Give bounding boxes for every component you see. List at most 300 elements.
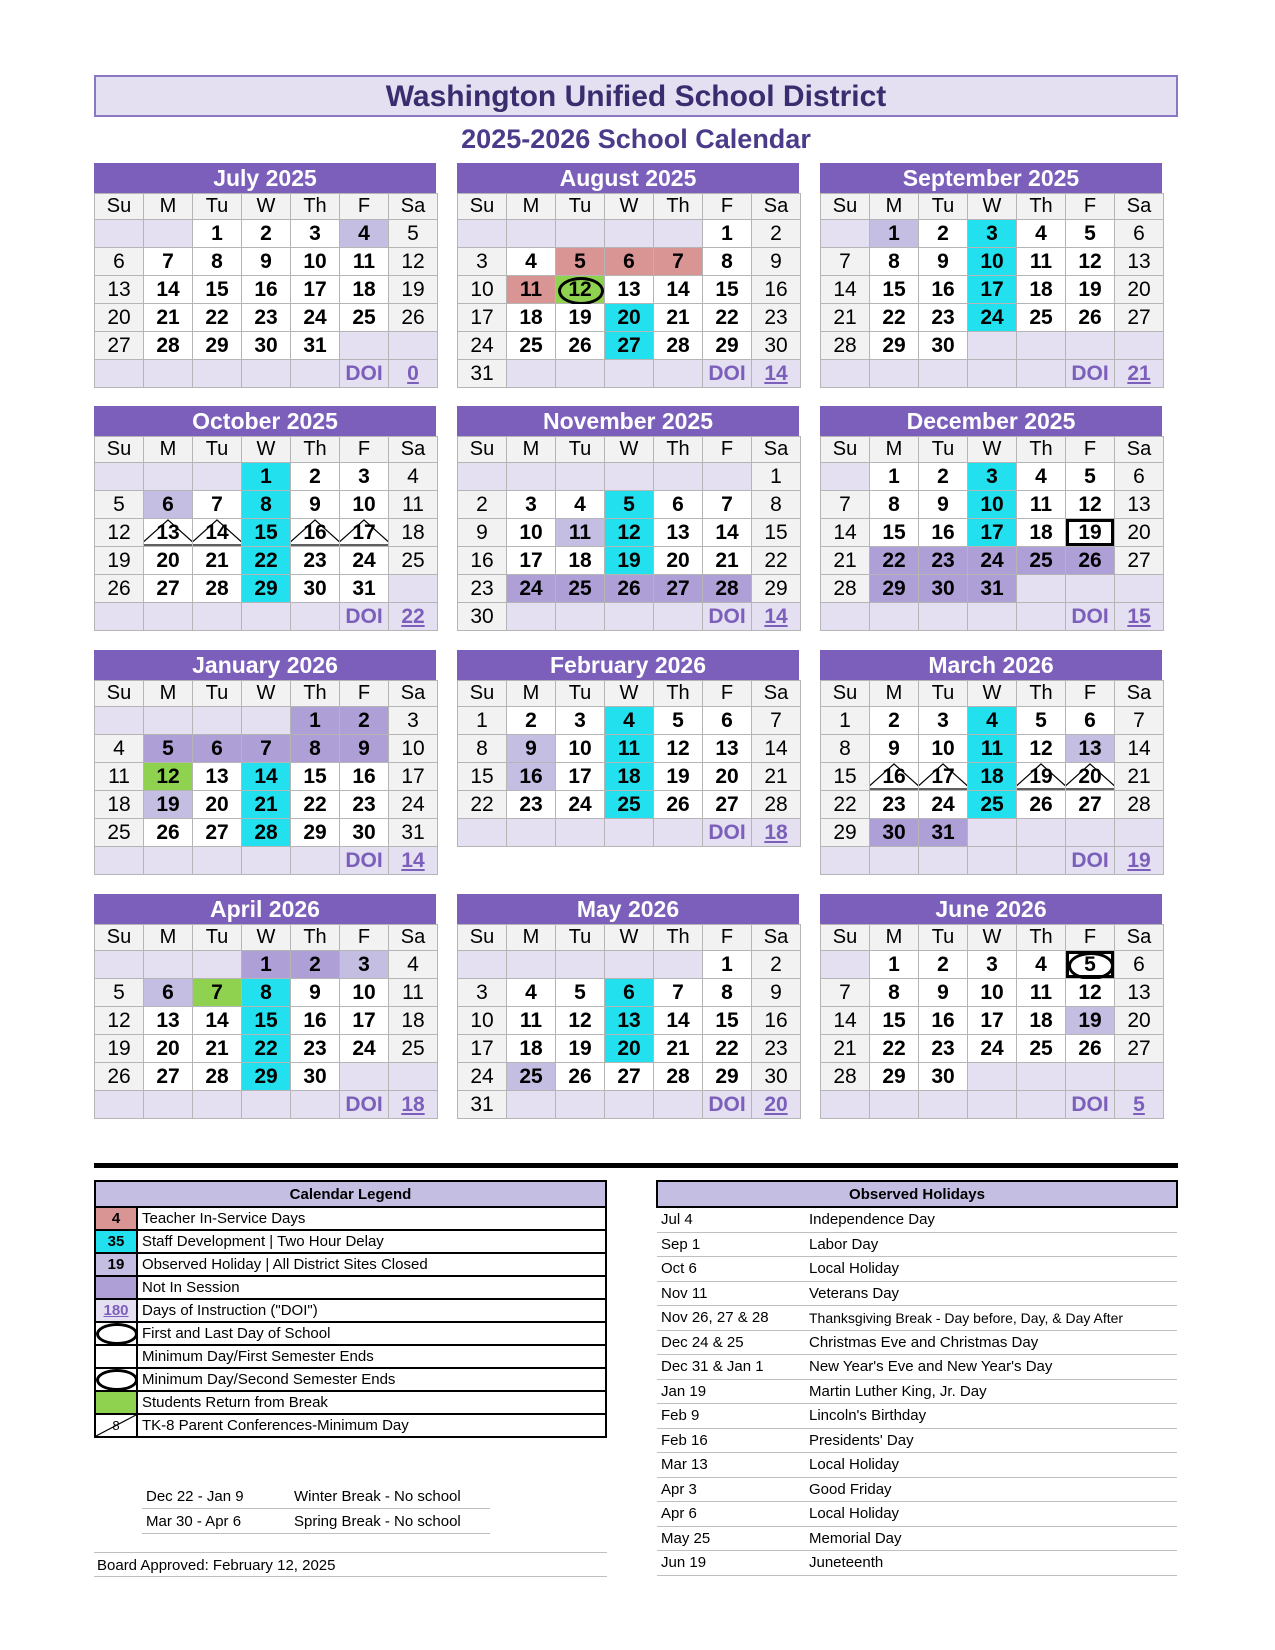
day-cell xyxy=(968,763,1017,791)
day-cell xyxy=(605,491,654,519)
day-cell xyxy=(242,220,291,248)
day-number: 14 xyxy=(833,1008,857,1032)
day-number: 1 xyxy=(211,221,223,245)
month-title: December 2025 xyxy=(820,406,1162,436)
day-number: 4 xyxy=(1035,221,1047,245)
day-number: 3 xyxy=(407,708,419,732)
day-cell xyxy=(242,1007,291,1035)
day-number: 23 xyxy=(764,1036,788,1060)
day-cell xyxy=(821,763,870,791)
doi-count: 21 xyxy=(1115,360,1164,388)
day-number: 29 xyxy=(764,576,788,600)
holiday-date: Sep 1 xyxy=(657,1232,805,1257)
day-cell xyxy=(968,547,1017,575)
doi-count: 18 xyxy=(389,1091,438,1119)
day-number: 31 xyxy=(980,576,1004,600)
empty-cell xyxy=(242,707,291,735)
day-cell xyxy=(556,491,605,519)
day-cell xyxy=(389,463,438,491)
day-cell xyxy=(291,276,340,304)
weekday-header: M xyxy=(507,925,556,951)
day-number: 4 xyxy=(358,221,370,245)
day-cell xyxy=(1017,951,1066,979)
day-cell xyxy=(752,304,801,332)
holiday-row xyxy=(657,1551,1177,1576)
day-number: 5 xyxy=(1084,464,1096,488)
day-number: 2 xyxy=(770,221,782,245)
day-cell xyxy=(1115,707,1164,735)
day-number: 23 xyxy=(303,548,327,572)
weekday-header: M xyxy=(870,437,919,463)
break-row xyxy=(142,1484,490,1509)
empty-cell xyxy=(870,1091,919,1119)
day-cell xyxy=(507,979,556,1007)
day-cell xyxy=(821,735,870,763)
day-number: 30 xyxy=(764,1064,788,1088)
day-cell xyxy=(605,979,654,1007)
day-number: 14 xyxy=(205,1008,229,1032)
day-number: 22 xyxy=(254,548,278,572)
day-number: 14 xyxy=(764,736,788,760)
holiday-row xyxy=(657,1355,1177,1380)
day-cell xyxy=(1115,1035,1164,1063)
day-number: 10 xyxy=(401,736,425,760)
day-number: 26 xyxy=(568,333,592,357)
day-number: 26 xyxy=(107,1064,131,1088)
day-number: 18 xyxy=(401,1008,425,1032)
day-number: 3 xyxy=(986,952,998,976)
month-title: November 2025 xyxy=(457,406,799,436)
day-number: 10 xyxy=(470,277,494,301)
day-cell xyxy=(193,1035,242,1063)
day-cell xyxy=(144,491,193,519)
ring-icon xyxy=(96,1323,138,1345)
day-number: 8 xyxy=(260,492,272,516)
day-cell xyxy=(752,332,801,360)
day-cell xyxy=(968,463,1017,491)
holiday-name: Christmas Eve and Christmas Day xyxy=(805,1330,1177,1355)
weekday-header: Su xyxy=(95,194,144,220)
day-number: 15 xyxy=(470,764,494,788)
day-cell xyxy=(870,519,919,547)
day-number: 7 xyxy=(260,736,272,760)
day-number: 21 xyxy=(156,305,180,329)
weekday-header: Tu xyxy=(193,925,242,951)
day-number: 15 xyxy=(715,277,739,301)
day-cell xyxy=(870,248,919,276)
weekday-header: Su xyxy=(95,681,144,707)
empty-cell xyxy=(605,1091,654,1119)
day-cell xyxy=(1017,519,1066,547)
day-cell xyxy=(556,735,605,763)
day-number: 21 xyxy=(715,548,739,572)
legend-row xyxy=(95,1299,606,1322)
day-number: 18 xyxy=(1029,1008,1053,1032)
day-cell xyxy=(870,1007,919,1035)
day-cell xyxy=(340,276,389,304)
weekday-header: Tu xyxy=(193,681,242,707)
day-cell xyxy=(605,304,654,332)
day-cell xyxy=(870,979,919,1007)
day-number: 17 xyxy=(303,277,327,301)
day-number: 4 xyxy=(407,464,419,488)
empty-cell xyxy=(1017,1091,1066,1119)
day-cell xyxy=(389,547,438,575)
day-number: 21 xyxy=(1127,764,1151,788)
day-number: 27 xyxy=(1127,548,1151,572)
day-cell xyxy=(870,819,919,847)
day-cell xyxy=(556,276,605,304)
holiday-name: Presidents' Day xyxy=(805,1428,1177,1453)
day-number: 7 xyxy=(839,980,851,1004)
empty-cell xyxy=(291,1091,340,1119)
day-cell xyxy=(507,763,556,791)
day-cell xyxy=(242,1035,291,1063)
day-cell xyxy=(1066,519,1115,547)
holiday-date: Mar 13 xyxy=(657,1453,805,1478)
day-cell xyxy=(340,1035,389,1063)
calendar-legend xyxy=(94,1180,607,1438)
day-cell xyxy=(291,819,340,847)
day-cell xyxy=(605,547,654,575)
day-number: 24 xyxy=(401,792,425,816)
day-cell xyxy=(507,547,556,575)
day-cell xyxy=(703,979,752,1007)
day-number: 2 xyxy=(770,952,782,976)
empty-cell xyxy=(919,360,968,388)
day-number: 25 xyxy=(352,305,376,329)
day-number: 31 xyxy=(352,576,376,600)
day-number: 8 xyxy=(770,492,782,516)
day-cell xyxy=(821,819,870,847)
day-number: 8 xyxy=(888,249,900,273)
day-cell xyxy=(340,979,389,1007)
day-cell xyxy=(919,519,968,547)
day-cell xyxy=(919,220,968,248)
day-cell xyxy=(291,1063,340,1091)
day-number: 16 xyxy=(352,764,376,788)
day-number: 26 xyxy=(1029,792,1053,816)
day-number: 3 xyxy=(986,464,998,488)
day-cell xyxy=(291,1007,340,1035)
empty-cell xyxy=(458,220,507,248)
district-title: Washington Unified School District xyxy=(94,75,1178,117)
day-number: 13 xyxy=(617,1008,641,1032)
day-cell xyxy=(507,1035,556,1063)
day-cell xyxy=(242,979,291,1007)
day-number: 10 xyxy=(470,1008,494,1032)
weekday-header: F xyxy=(703,925,752,951)
day-number: 29 xyxy=(205,333,229,357)
day-cell xyxy=(389,491,438,519)
day-cell xyxy=(242,735,291,763)
day-cell xyxy=(1066,220,1115,248)
day-number: 10 xyxy=(303,249,327,273)
day-number: 29 xyxy=(882,1064,906,1088)
day-number: 19 xyxy=(107,1036,131,1060)
weekday-header: M xyxy=(144,194,193,220)
day-number: 31 xyxy=(303,333,327,357)
day-number: 18 xyxy=(568,548,592,572)
day-number: 24 xyxy=(980,305,1004,329)
day-cell xyxy=(1115,519,1164,547)
holiday-name: Local Holiday xyxy=(805,1502,1177,1527)
day-cell xyxy=(821,1007,870,1035)
day-number: 6 xyxy=(721,708,733,732)
day-cell xyxy=(968,220,1017,248)
day-cell xyxy=(291,463,340,491)
day-number: 28 xyxy=(666,1064,690,1088)
day-number: 28 xyxy=(833,333,857,357)
day-number: 15 xyxy=(882,1008,906,1032)
empty-cell xyxy=(605,220,654,248)
day-cell xyxy=(95,763,144,791)
day-cell xyxy=(821,547,870,575)
day-cell xyxy=(703,304,752,332)
day-number: 6 xyxy=(672,492,684,516)
day-cell xyxy=(340,1007,389,1035)
day-cell xyxy=(193,735,242,763)
day-cell xyxy=(703,763,752,791)
day-number: 27 xyxy=(156,576,180,600)
breaks-table xyxy=(142,1484,490,1534)
holiday-date: Apr 3 xyxy=(657,1477,805,1502)
day-cell xyxy=(968,951,1017,979)
empty-cell xyxy=(193,951,242,979)
legend-label: Staff Development | Two Hour Delay xyxy=(137,1230,606,1253)
holiday-row xyxy=(657,1502,1177,1527)
day-cell xyxy=(193,979,242,1007)
day-number: 4 xyxy=(113,736,125,760)
day-number: 6 xyxy=(113,249,125,273)
day-cell xyxy=(242,763,291,791)
day-cell xyxy=(1066,707,1115,735)
legend-label: Students Return from Break xyxy=(137,1391,606,1414)
day-cell xyxy=(556,519,605,547)
day-number: 17 xyxy=(931,764,955,788)
empty-cell xyxy=(193,360,242,388)
day-number: 27 xyxy=(156,1064,180,1088)
day-number: 1 xyxy=(839,708,851,732)
weekday-header: Su xyxy=(95,437,144,463)
day-cell xyxy=(507,248,556,276)
weekday-header: M xyxy=(144,681,193,707)
day-number: 19 xyxy=(107,548,131,572)
day-number: 26 xyxy=(156,820,180,844)
empty-cell xyxy=(654,360,703,388)
day-number: 24 xyxy=(352,1036,376,1060)
empty-cell xyxy=(1017,819,1066,847)
weekday-header: Su xyxy=(821,681,870,707)
empty-cell xyxy=(507,220,556,248)
day-cell xyxy=(1115,1007,1164,1035)
day-number: 27 xyxy=(1127,305,1151,329)
day-cell xyxy=(144,332,193,360)
day-number: 16 xyxy=(764,277,788,301)
day-number: 23 xyxy=(882,792,906,816)
day-cell xyxy=(458,1007,507,1035)
day-number: 23 xyxy=(303,1036,327,1060)
day-cell xyxy=(654,519,703,547)
day-number: 21 xyxy=(833,305,857,329)
holiday-row xyxy=(657,1453,1177,1478)
empty-cell xyxy=(654,463,703,491)
day-cell xyxy=(144,819,193,847)
day-number: 1 xyxy=(770,464,782,488)
legend-row xyxy=(95,1391,606,1414)
day-cell xyxy=(654,248,703,276)
day-cell xyxy=(870,220,919,248)
weekday-header: Su xyxy=(458,194,507,220)
day-number: 14 xyxy=(666,277,690,301)
empty-cell xyxy=(507,360,556,388)
day-cell xyxy=(458,360,507,388)
day-cell xyxy=(1017,276,1066,304)
day-cell xyxy=(752,248,801,276)
day-number: 1 xyxy=(721,221,733,245)
day-cell xyxy=(703,519,752,547)
legend-row xyxy=(95,1368,606,1391)
empty-cell xyxy=(193,1091,242,1119)
empty-cell xyxy=(242,847,291,875)
empty-cell xyxy=(507,819,556,847)
day-number: 28 xyxy=(764,792,788,816)
holiday-name: Independence Day xyxy=(805,1207,1177,1232)
day-number: 9 xyxy=(770,980,782,1004)
day-cell xyxy=(291,951,340,979)
day-cell xyxy=(870,707,919,735)
day-number: 3 xyxy=(525,492,537,516)
day-cell xyxy=(654,1035,703,1063)
day-number: 13 xyxy=(156,520,180,544)
day-number: 16 xyxy=(931,520,955,544)
day-number: 9 xyxy=(888,736,900,760)
legend-row xyxy=(95,1230,606,1253)
empty-cell xyxy=(1017,575,1066,603)
holiday-row xyxy=(657,1477,1177,1502)
day-cell xyxy=(870,332,919,360)
empty-cell xyxy=(193,707,242,735)
day-cell xyxy=(605,248,654,276)
empty-cell xyxy=(458,951,507,979)
doi-label: DOI xyxy=(703,1091,752,1119)
day-number: 19 xyxy=(617,548,641,572)
holiday-date: Feb 9 xyxy=(657,1404,805,1429)
day-number: 1 xyxy=(260,952,272,976)
weekday-header: Su xyxy=(458,681,507,707)
day-number: 9 xyxy=(309,492,321,516)
day-number: 18 xyxy=(107,792,131,816)
day-cell xyxy=(919,1035,968,1063)
empty-cell xyxy=(1115,575,1164,603)
day-number: 22 xyxy=(833,792,857,816)
day-cell xyxy=(1066,1007,1115,1035)
day-cell xyxy=(144,763,193,791)
day-number: 31 xyxy=(470,361,494,385)
weekday-header: Th xyxy=(291,194,340,220)
day-number: 5 xyxy=(1035,708,1047,732)
break-label: Winter Break - No school xyxy=(290,1484,490,1509)
day-cell xyxy=(340,819,389,847)
day-cell xyxy=(291,791,340,819)
empty-cell xyxy=(605,463,654,491)
day-cell xyxy=(1066,763,1115,791)
empty-cell xyxy=(968,847,1017,875)
weekday-header: F xyxy=(340,194,389,220)
break-dates: Mar 30 - Apr 6 xyxy=(142,1509,290,1534)
day-number: 2 xyxy=(525,708,537,732)
day-cell xyxy=(389,519,438,547)
weekday-header: Sa xyxy=(752,681,801,707)
weekday-header: Su xyxy=(95,925,144,951)
day-number: 26 xyxy=(1078,305,1102,329)
day-cell xyxy=(458,519,507,547)
day-number: 11 xyxy=(519,1008,543,1032)
day-number: 9 xyxy=(770,249,782,273)
doi-label: DOI xyxy=(703,360,752,388)
day-cell xyxy=(605,276,654,304)
day-cell xyxy=(1066,463,1115,491)
day-number: 5 xyxy=(407,221,419,245)
section-divider xyxy=(94,1163,1178,1168)
day-cell xyxy=(95,276,144,304)
empty-cell xyxy=(968,1063,1017,1091)
day-cell xyxy=(654,1063,703,1091)
weekday-header: Th xyxy=(654,925,703,951)
day-cell xyxy=(144,547,193,575)
day-cell xyxy=(193,491,242,519)
legend-row xyxy=(95,1345,606,1368)
day-number: 8 xyxy=(888,980,900,1004)
empty-cell xyxy=(605,819,654,847)
weekday-header: Su xyxy=(821,194,870,220)
day-cell xyxy=(340,735,389,763)
day-number: 26 xyxy=(1078,1036,1102,1060)
day-number: 5 xyxy=(113,980,125,1004)
day-cell xyxy=(968,248,1017,276)
weekday-header: M xyxy=(507,681,556,707)
day-number: 30 xyxy=(764,333,788,357)
day-cell xyxy=(1017,220,1066,248)
day-cell xyxy=(389,248,438,276)
holiday-row xyxy=(657,1404,1177,1429)
month-title: January 2026 xyxy=(94,650,436,680)
day-number: 6 xyxy=(1133,952,1145,976)
day-cell xyxy=(389,1035,438,1063)
day-number: 20 xyxy=(107,305,131,329)
day-number: 25 xyxy=(617,792,641,816)
day-cell xyxy=(821,491,870,519)
weekday-header: Tu xyxy=(556,194,605,220)
legend-swatch xyxy=(95,1230,137,1253)
day-cell xyxy=(556,1007,605,1035)
day-number: 8 xyxy=(721,249,733,273)
day-cell xyxy=(340,763,389,791)
day-number: 27 xyxy=(205,820,229,844)
day-number: 24 xyxy=(931,792,955,816)
day-cell xyxy=(458,735,507,763)
day-cell xyxy=(968,276,1017,304)
weekday-header: Sa xyxy=(389,681,438,707)
day-cell xyxy=(507,735,556,763)
weekday-header: F xyxy=(340,925,389,951)
day-number: 16 xyxy=(303,1008,327,1032)
day-number: 21 xyxy=(205,1036,229,1060)
day-cell xyxy=(703,1063,752,1091)
legend-row xyxy=(95,1253,606,1276)
day-cell xyxy=(1115,463,1164,491)
day-cell xyxy=(1066,491,1115,519)
